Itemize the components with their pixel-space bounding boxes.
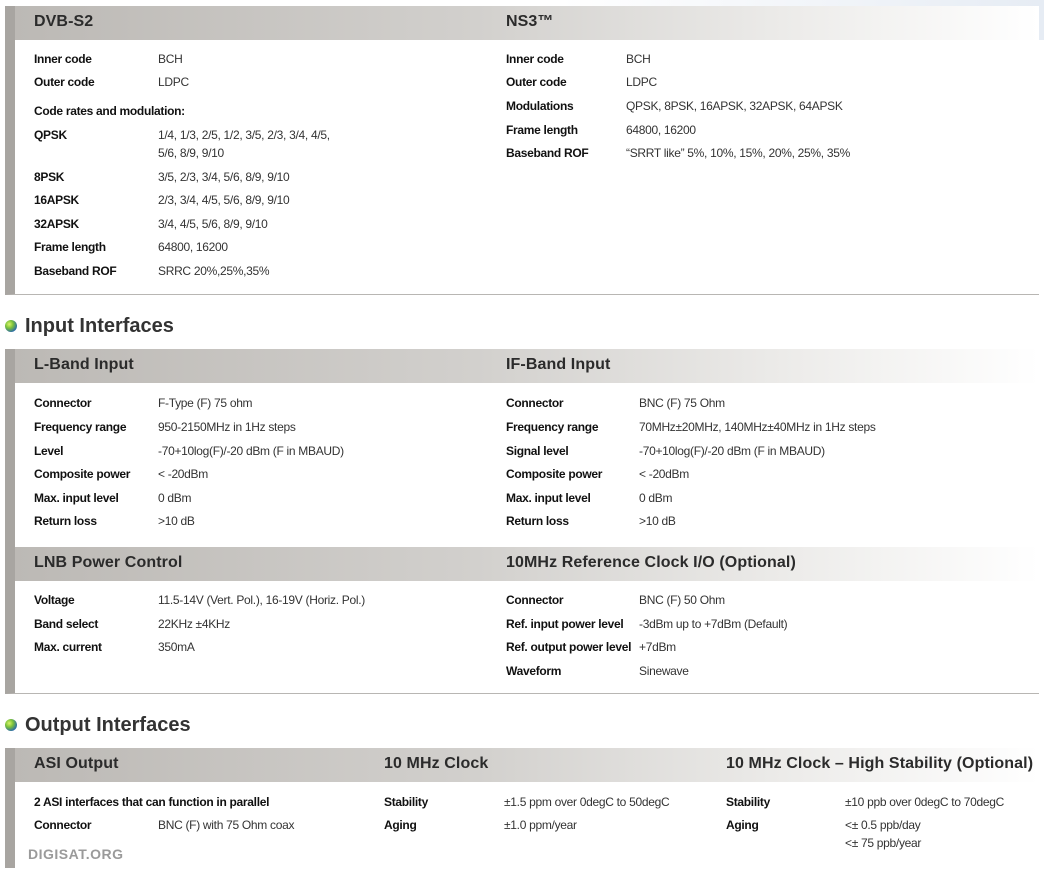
spec-value: +7dBm: [639, 640, 676, 654]
spec-value: 350mA: [158, 640, 195, 654]
spec-value: 64800, 16200: [626, 123, 696, 137]
spec-value: < -20dBm: [639, 467, 689, 481]
dvb-s2-specs: [34, 6, 494, 295]
spec-label: 8PSK: [34, 170, 65, 184]
spec-label: Signal level: [506, 444, 569, 458]
spec-label: 16APSK: [34, 193, 79, 207]
spec-label: Frame length: [506, 123, 578, 137]
spec-value: 70MHz±20MHz, 140MHz±40MHz in 1Hz steps: [639, 420, 876, 434]
spec-label: Return loss: [506, 514, 569, 528]
spec-value: >10 dB: [639, 514, 676, 528]
spec-label: Band select: [34, 617, 99, 631]
asi-note: 2 ASI interfaces that can function in parallel: [34, 795, 270, 809]
spec-value: QPSK, 8PSK, 16APSK, 32APSK, 64APSK: [626, 99, 843, 113]
spec-label: Outer code: [34, 75, 95, 89]
spec-label: Stability: [384, 795, 428, 809]
spec-value: LDPC: [158, 75, 189, 89]
spec-value: 1/4, 1/3, 2/5, 1/2, 3/5, 2/3, 3/4, 4/5,: [158, 128, 330, 142]
input-panel: [5, 349, 1039, 694]
output-interfaces-heading: [5, 713, 191, 737]
refclk-specs: [506, 547, 1036, 687]
spec-label: Waveform: [506, 664, 562, 678]
spec-label: Voltage: [34, 593, 75, 607]
clk-title: 10 MHz Clock: [384, 755, 489, 772]
spec-label: Max. input level: [34, 491, 119, 505]
clkhs-title: 10 MHz Clock – High Stability (Optional): [726, 755, 1034, 772]
spec-label: Connector: [34, 396, 92, 410]
spec-label: Code rates and modulation:: [34, 104, 185, 118]
spec-value: 11.5-14V (Vert. Pol.), 16-19V (Horiz. Pol.): [158, 593, 365, 607]
spec-value: -70+10log(F)/-20 dBm (F in MBAUD): [158, 444, 344, 458]
refclk-title: 10MHz Reference Clock I/O (Optional): [506, 554, 796, 571]
spec-value: SRRC 20%,25%,35%: [158, 264, 270, 278]
spec-value: 3/4, 4/5, 5/6, 8/9, 9/10: [158, 217, 268, 231]
spec-value: 22KHz ±4KHz: [158, 617, 230, 631]
ns3-specs: [506, 6, 1036, 295]
clkhs-specs: [726, 748, 1036, 868]
spec-value: 2/3, 3/4, 4/5, 5/6, 8/9, 9/10: [158, 193, 290, 207]
spec-label: Inner code: [506, 52, 564, 66]
spec-label: Connector: [506, 593, 564, 607]
watermark: DIGISAT.ORG: [28, 846, 124, 862]
ns3-title: NS3™: [506, 13, 554, 30]
lnb-specs: [34, 547, 494, 687]
asi-title: ASI Output: [34, 755, 119, 772]
spec-value: F-Type (F) 75 ohm: [158, 396, 253, 410]
spec-label: Baseband ROF: [34, 264, 117, 278]
spec-label: Inner code: [34, 52, 92, 66]
spec-value: LDPC: [626, 75, 657, 89]
spec-value: -70+10log(F)/-20 dBm (F in MBAUD): [639, 444, 825, 458]
ifband-title: IF-Band Input: [506, 356, 611, 373]
input-interfaces-heading: [5, 314, 174, 338]
section-title: Input Interfaces: [25, 314, 174, 337]
spec-value: ±1.0 ppm/year: [504, 818, 577, 832]
lband-title: L-Band Input: [34, 356, 134, 373]
spec-label: Frequency range: [34, 420, 127, 434]
output-panel: [5, 748, 1039, 868]
spec-label: Connector: [34, 818, 92, 832]
clk-specs: [384, 748, 714, 868]
spec-label: Ref. input power level: [506, 617, 624, 631]
spec-value: 5/6, 8/9, 9/10: [158, 146, 224, 160]
spec-value: -3dBm up to +7dBm (Default): [639, 617, 788, 631]
dvb-s2-title: DVB-S2: [34, 13, 94, 30]
ifband-specs: [506, 349, 1036, 539]
spec-value: <± 75 ppb/year: [845, 836, 922, 850]
spec-label: Ref. output power level: [506, 640, 632, 654]
spec-label: Modulations: [506, 99, 574, 113]
spec-value: “SRRT like” 5%, 10%, 15%, 20%, 25%, 35%: [626, 146, 850, 160]
spec-label: Connector: [506, 396, 564, 410]
spec-label: Baseband ROF: [506, 146, 589, 160]
globe-bullet-icon: [5, 320, 17, 332]
dvb-panel: [5, 6, 1039, 295]
spec-value: BCH: [626, 52, 651, 66]
lnb-title: LNB Power Control: [34, 554, 183, 571]
spec-label: Max. input level: [506, 491, 591, 505]
spec-label: Frame length: [34, 240, 106, 254]
spec-label: Aging: [726, 818, 759, 832]
spec-value: 64800, 16200: [158, 240, 228, 254]
spec-value: BCH: [158, 52, 183, 66]
globe-bullet-icon: [5, 719, 17, 731]
spec-label: Return loss: [34, 514, 97, 528]
spec-value: ±10 ppb over 0degC to 70degC: [845, 795, 1004, 809]
spec-label: Max. current: [34, 640, 102, 654]
spec-value: >10 dB: [158, 514, 195, 528]
spec-value: BNC (F) 50 Ohm: [639, 593, 725, 607]
spec-value: <± 0.5 ppb/day: [845, 818, 921, 832]
spec-value: ±1.5 ppm over 0degC to 50degC: [504, 795, 670, 809]
spec-label: Aging: [384, 818, 417, 832]
spec-label: Composite power: [34, 467, 131, 481]
spec-value: Sinewave: [639, 664, 689, 678]
spec-label: Level: [34, 444, 64, 458]
spec-label: Outer code: [506, 75, 567, 89]
spec-label: QPSK: [34, 128, 67, 142]
section-title: Output Interfaces: [25, 713, 191, 736]
spec-value: BNC (F) with 75 Ohm coax: [158, 818, 295, 832]
spec-label: Frequency range: [506, 420, 599, 434]
spec-label: Stability: [726, 795, 770, 809]
lband-specs: [34, 349, 494, 539]
spec-label: 32APSK: [34, 217, 79, 231]
spec-value: < -20dBm: [158, 467, 208, 481]
spec-value: 0 dBm: [158, 491, 192, 505]
spec-label: Composite power: [506, 467, 603, 481]
spec-value: BNC (F) 75 Ohm: [639, 396, 725, 410]
spec-value: 0 dBm: [639, 491, 673, 505]
spec-value: 950-2150MHz in 1Hz steps: [158, 420, 296, 434]
spec-value: 3/5, 2/3, 3/4, 5/6, 8/9, 9/10: [158, 170, 290, 184]
